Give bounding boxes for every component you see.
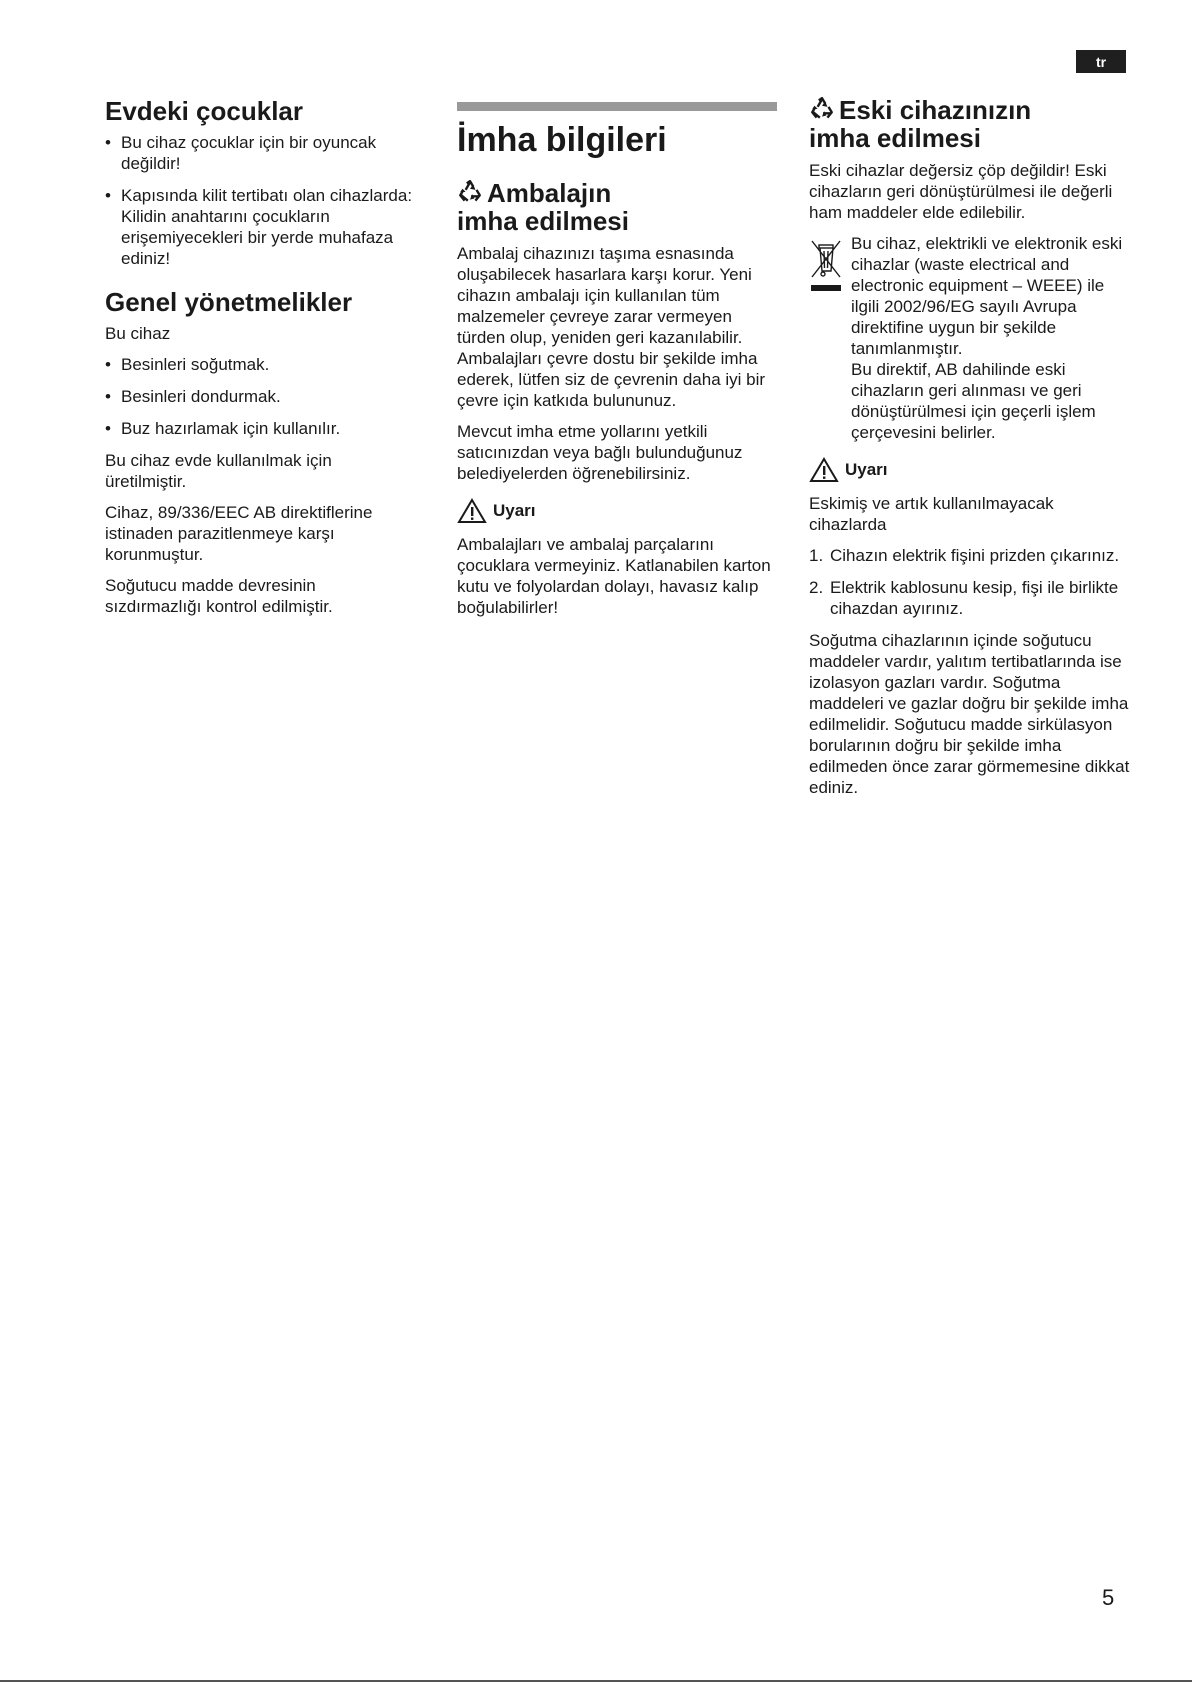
- children-heading: Evdeki çocuklar: [105, 96, 303, 126]
- general-paragraph: Cihaz, 89/336/EEC AB direktiflerine istinaden parazitlenmeye karşı korunmuştur.: [105, 503, 373, 564]
- general-paragraph: Soğutucu madde devresinin sızdırmazlığı kontrol edilmiştir.: [105, 576, 333, 616]
- list-item: [809, 545, 1134, 566]
- bullet-icon: •: [105, 355, 111, 374]
- list-item: [105, 185, 415, 269]
- bullet-icon: •: [105, 186, 111, 205]
- bottom-rule: [0, 1680, 1192, 1682]
- crossed-out-bin-icon: [809, 233, 843, 443]
- packaging-heading-line1: Ambalajın: [487, 178, 612, 208]
- step-text: Cihazın elektrik fişini prizden çıkarınız.: [830, 546, 1120, 565]
- disposal-main-heading: İmha bilgileri: [457, 121, 667, 159]
- page-number: 5: [1102, 1585, 1115, 1610]
- column-left: [105, 96, 415, 627]
- weee-notice: [809, 233, 1134, 443]
- warning-triangle-icon: [809, 457, 839, 483]
- old-appliance-intro: Eski cihazlar değersiz çöp değildir! Eski cihazların geri dönüştürülmesi ile değerli ham maddeler elde edilebilir.: [809, 161, 1113, 222]
- list-item: [809, 577, 1134, 619]
- list-item-text: Buz hazırlamak için kullanılır.: [121, 419, 341, 438]
- weee-paragraph: Bu cihaz, elektrikli ve elektronik eski cihazlar (waste electrical and electronic equipment – WEEE) ile ilgili 2002/96/EG sayılı Avrupa direktifine uygun bir şekilde tanımlanmıştır.: [851, 234, 1123, 358]
- language-tag: tr: [1076, 50, 1126, 73]
- bullet-icon: •: [105, 133, 111, 152]
- general-intro: Bu cihaz: [105, 324, 171, 343]
- bullet-icon: •: [105, 419, 111, 438]
- refrigerant-paragraph: Soğutma cihazlarının içinde soğutucu maddeler vardır, yalıtım tertibatlarında ise izolasyon gazları vardır. Soğutma maddeleri ve gazlar doğru bir şekilde imha edilmelidir. Soğutucu madde sirkülasyon borularının doğru bir şekilde imha edilmeden önce zarar görmemesine dikkat ediniz.: [809, 631, 1130, 797]
- general-heading: Genel yönetmelikler: [105, 287, 353, 317]
- recycle-icon: [457, 179, 483, 205]
- bullet-icon: •: [105, 387, 111, 406]
- warning-text: Ambalajları ve ambalaj parçalarını çocuklara vermeyiniz. Katlanabilen karton kutu ve folyolardan dolayı, havasız kalıp boğulabilirler!: [457, 535, 771, 617]
- old-appliance-heading-line2: imha edilmesi: [809, 123, 981, 153]
- step-text: Elektrik kablosunu kesip, fişi ile birlikte cihazdan ayırınız.: [830, 578, 1119, 618]
- children-list: [105, 132, 415, 269]
- list-item-text: Kapısında kilit tertibatı olan cihazlarda: Kilidin anahtarını çocukların erişemiyecekleri bir yerde muhafaza ediniz!: [121, 186, 413, 268]
- weee-paragraph: Bu direktif, AB dahilinde eski cihazların geri alınması ve geri dönüştürülmesi için geçerli işlem çerçevesini belirler.: [851, 360, 1096, 442]
- warning-label: Uyarı: [845, 460, 888, 479]
- disposal-steps: [809, 545, 1134, 619]
- warning-triangle-icon: [457, 498, 487, 524]
- list-item: [105, 418, 415, 439]
- packaging-paragraph: Ambalaj cihazınızı taşıma esnasında oluşabilecek hasarlara karşı korur. Yeni cihazın ambalajı için kullanılan tüm malzemeler çevreye zarar vermeyen türden olup, yeniden geri kazanılabilir. Ambalajları çevre dostu bir şekilde imha ederek, lütfen siz de çevrenin daha iyi bir çevre için katkıda bulununuz.: [457, 244, 766, 410]
- general-paragraph: Bu cihaz evde kullanılmak için üretilmiştir.: [105, 451, 332, 491]
- warning-label: Uyarı: [493, 501, 536, 520]
- section-divider-bar: [457, 102, 777, 111]
- packaging-heading: [457, 179, 777, 235]
- packaging-paragraph: Mevcut imha etme yollarını yetkili satıcınızdan veya bağlı bulunduğunuz belediyelerden öğrenebilirsiniz.: [457, 422, 743, 483]
- general-list: [105, 354, 415, 439]
- packaging-heading-line2: imha edilmesi: [457, 206, 629, 236]
- old-appliance-heading: [809, 96, 1134, 152]
- list-item: [105, 386, 415, 407]
- list-item-text: Bu cihaz çocuklar için bir oyuncak değildir!: [121, 133, 377, 173]
- list-item: [105, 132, 415, 174]
- column-right: [809, 96, 1134, 808]
- column-middle: [457, 102, 777, 628]
- warning-heading: [809, 457, 1134, 483]
- list-item-text: Besinleri soğutmak.: [121, 355, 270, 374]
- recycle-icon: [809, 96, 835, 122]
- step-number: 2.: [809, 578, 824, 597]
- step-number: 1.: [809, 546, 824, 565]
- warning-intro: Eskimiş ve artık kullanılmayacak cihazlarda: [809, 494, 1054, 534]
- old-appliance-heading-line1: Eski cihazınızın: [839, 95, 1032, 125]
- list-item: [105, 354, 415, 375]
- list-item-text: Besinleri dondurmak.: [121, 387, 281, 406]
- warning-heading: [457, 498, 777, 524]
